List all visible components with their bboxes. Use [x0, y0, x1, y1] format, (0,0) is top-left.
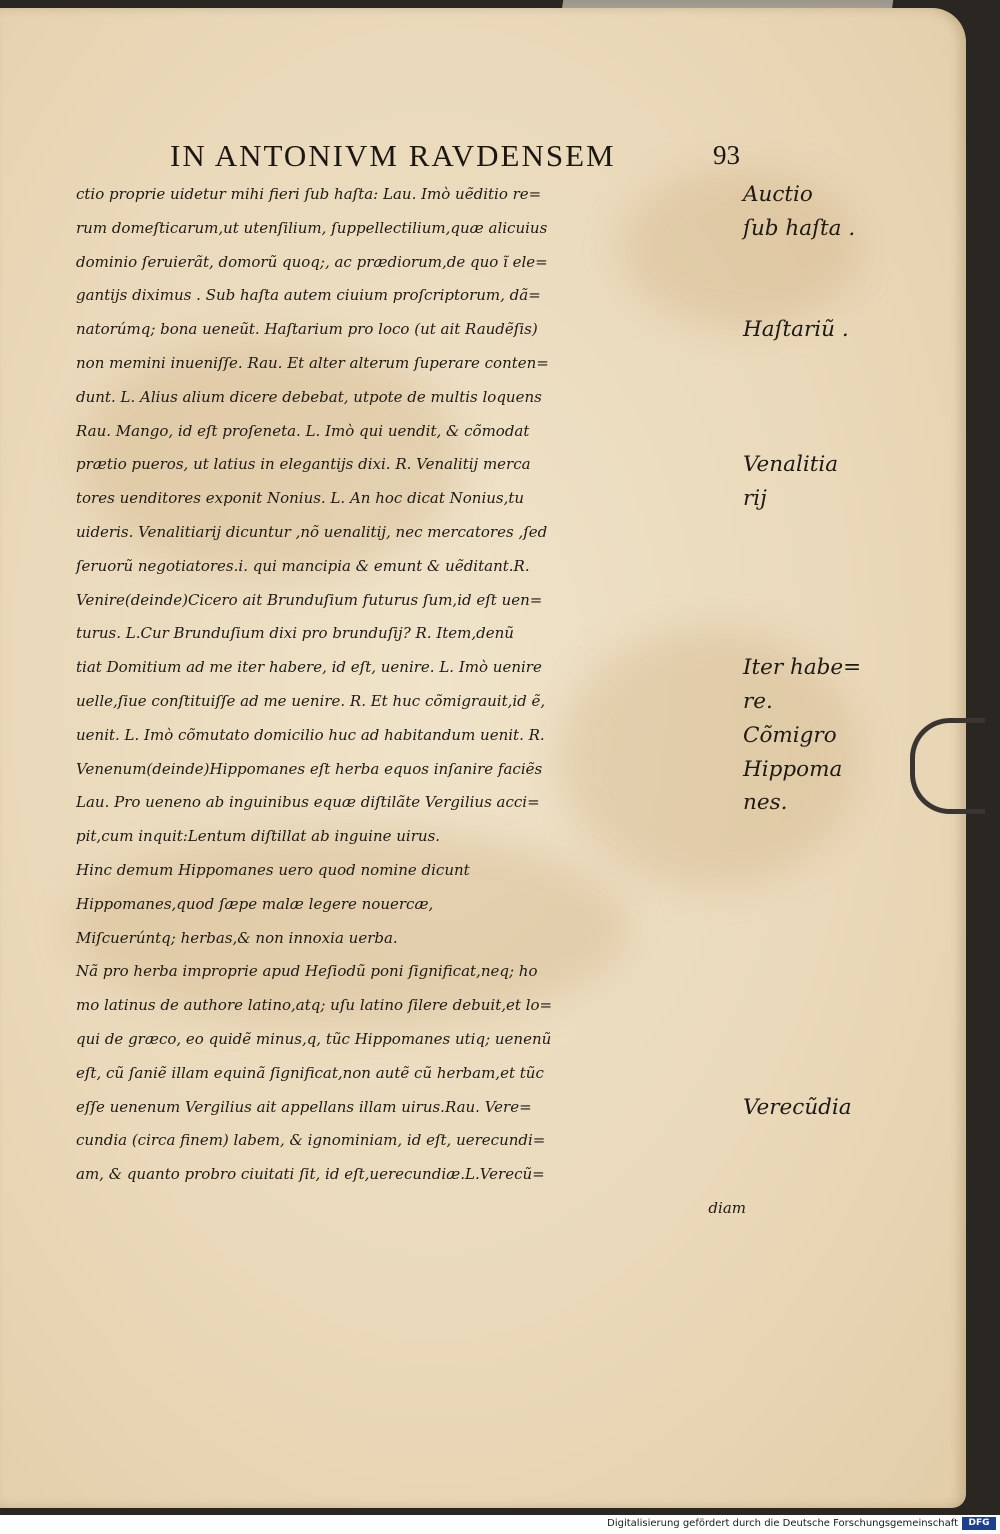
text-line: dunt. L. Alius alium dicere debebat, utpote de multis loquens [76, 387, 542, 406]
text-line: am, & quanto probro ciuitati ſit, id eſt,uerecundiæ.L.Verecũ= [76, 1165, 545, 1184]
text-line: pit,cum inquit:Lentum diſtillat ab inguine uirus. [76, 827, 441, 846]
margin-note: re. [743, 689, 773, 714]
dfg-logo: DFG [962, 1517, 996, 1530]
text-line: qui de græco, eo quidẽ minus,q, tũc Hippomanes utiq; uenenũ [76, 1029, 552, 1048]
margin-note: ſub haſta . [743, 215, 856, 241]
margin-note: Cõmigro [743, 722, 837, 748]
text-line: tores uenditores exponit Nonius. L. An hoc dicat Nonius,tu [76, 489, 525, 508]
text-line: Venenum(deinde)Hippomanes eſt herba equos inſanire faciẽs [76, 759, 543, 778]
text-line: Hippomanes,quod ſæpe malæ legere nouercæ, [76, 894, 434, 913]
text-line: ſeruorũ negotiatores.i. qui mancipia & emunt & uẽditant.R. [76, 556, 530, 575]
text-line: uenit. L. Imò cõmutato domicilio huc ad habitandum uenit. R. [76, 725, 545, 744]
text-line: non memini inueniſſe. Rau. Et alter alterum ſuperare conten= [76, 353, 549, 372]
text-line: gantijs diximus . Sub haſta autem ciuium proſcriptorum, dã= [76, 286, 541, 305]
text-line: Hinc demum Hippomanes uero quod nomine dicunt [76, 860, 470, 879]
text-line: mo latinus de authore latino,atq; uſu latino ſilere debuit,et lo= [76, 996, 553, 1015]
text-line: uelle,ſiue conſtituiſſe ad me uenire. R. Et huc cõmigrauit,id ẽ, [76, 691, 546, 710]
text-line: tiat Domitium ad me iter habere, id eſt, uenire. L. Imò uenire [76, 658, 542, 677]
margin-note: Auctio [743, 182, 813, 207]
page-number: 93 [713, 140, 740, 170]
text-line: Nã pro herba improprie apud Heſiodũ poni ſignificat,neq; ho [76, 962, 538, 981]
text-line: Rau. Mango, id eſt proſeneta. L. Imò qui uendit, & cõmodat [76, 421, 530, 440]
margin-note: Haſtariũ . [743, 317, 849, 343]
running-head [170, 138, 770, 174]
text-line: cundia (circa finem) labem, & ignominiam, id eſt, uerecundi= [76, 1131, 546, 1150]
text-line: diam [708, 1198, 746, 1217]
text-line: ctio proprie uidetur mihi fieri ſub haſta: Lau. Imò uẽditio re= [76, 185, 542, 203]
text-line: Lau. Pro ueneno ab inguinibus equæ diſtilãte Vergilius acci= [76, 793, 540, 812]
text-line: dominio ſeruierãt, domorũ quoq;, ac prædiorum,de quo ĩ ele= [76, 252, 548, 271]
text-line: natorúmq; bona ueneũt. Haſtarium pro loco (ut ait Raudẽſis) [76, 320, 538, 339]
text-line: prætio pueros, ut latius in elegantijs dixi. R. Venalitij merca [76, 455, 531, 474]
margin-note: rij [743, 486, 767, 512]
text-line: eſt, cũ ſaniẽ illam equinã ſignificat,non autẽ cũ herbam,et tũc [76, 1063, 544, 1082]
margin-note: Iter habe= [743, 655, 862, 681]
text-line: eſſe uenenum Vergilius ait appellans illam uirus.Rau. Vere= [76, 1097, 532, 1116]
digitization-credit: Digitalisierung gefördert durch die Deutsche Forschungsgemeinschaft [607, 1518, 958, 1529]
margin-note: Venalitia [743, 452, 839, 478]
text-line: uideris. Venalitiarij dicuntur ,nõ uenalitij, nec mercatores ,ſed [76, 522, 548, 541]
margin-note: nes. [743, 790, 788, 816]
body-text [76, 178, 746, 1226]
running-head-title: IN ANTONIVM RAVDENSEM [170, 138, 616, 173]
text-line: turus. L.Cur Brunduſium dixi pro brunduſij? R. Item,denũ [76, 624, 514, 643]
text-line: Miſcuerúntq; herbas,& non innoxia uerba. [76, 928, 398, 947]
margin-note: Hippoma [743, 756, 843, 782]
margin-note: Verecũdia [743, 1094, 852, 1120]
text-line: rum domeſticarum,ut utenſilium, ſuppellectilium,quæ alicuius [76, 218, 548, 237]
page-clip [910, 718, 985, 814]
text-line: Venire(deinde)Cicero ait Brunduſium futurus ſum,id eſt uen= [76, 590, 543, 609]
